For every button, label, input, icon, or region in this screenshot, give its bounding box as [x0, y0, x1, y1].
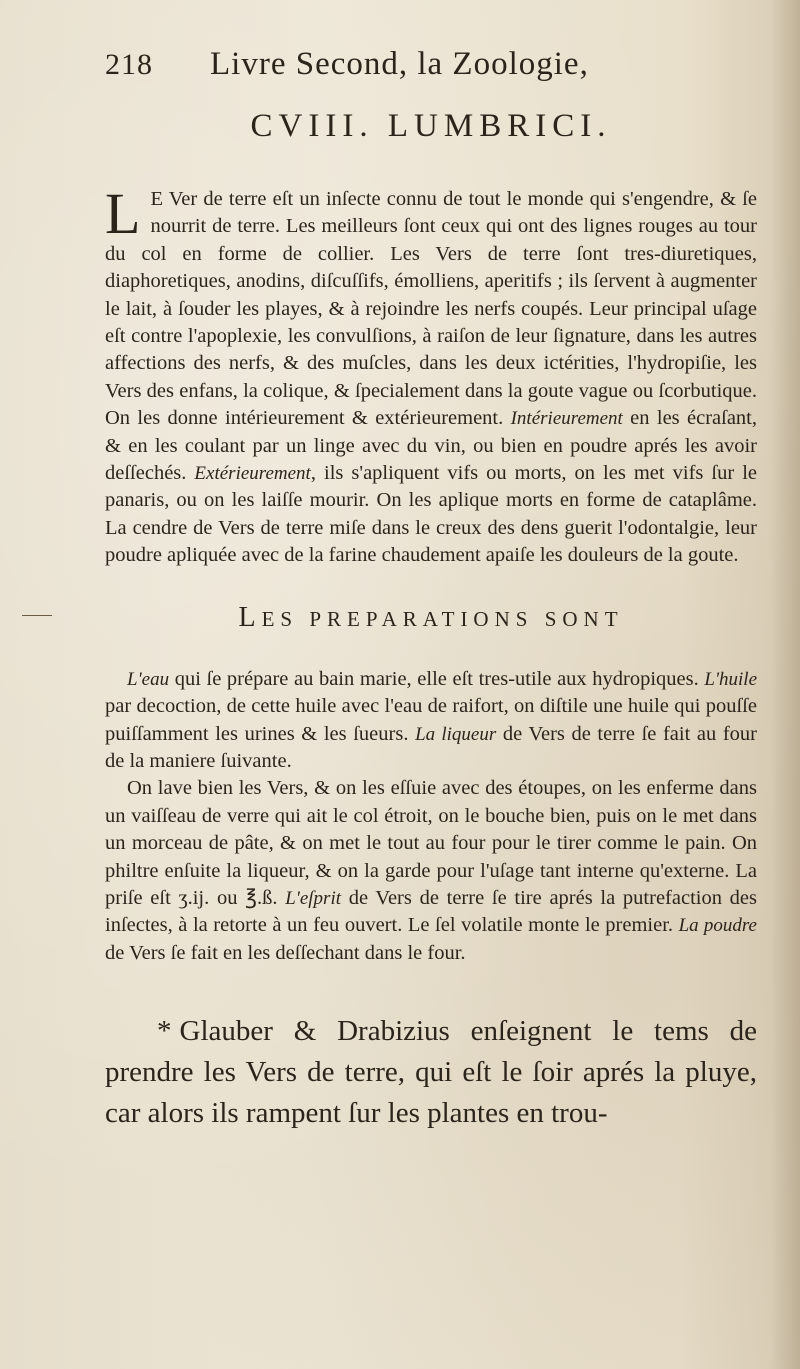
italic-term-esprit: L'eſprit — [285, 887, 342, 909]
italic-term-liqueur: La liqueur — [415, 723, 497, 745]
chapter-title: CVIII. LUMBRICI. — [250, 108, 612, 144]
italic-term-interieurement: Intérieurement — [510, 408, 623, 430]
margin-mark — [22, 615, 52, 616]
running-head — [105, 40, 757, 88]
main-paragraph-text: E Ver de terre eſt un inſecte connu de tout le monde qui s'engendre, & ſe nourrit de terre. Les meilleurs ſont ceux qui ont des lignes rouges au tour du col en forme de collier. Les Vers de terre ſont tres-diuretiques, diaphoretiques, anodins, diſcuſſifs, émolliens, aperitifs ; ils ſervent à augmenter le lait, à ſouder les playes, & à rejoindre les nerfs coupés. Leur principal uſage eſt contre l'apoplexie, les convulſions, à raiſon de leur ſignature, dans les autres affections des nerfs, & des muſcles, dans les deux ictérities, l'hydropiſie, les Vers des enfans, la colique, & ſpecialement dans la goute vague ou ſcorbutique. On les donne intérieurement & extérieurement. — [105, 188, 757, 430]
procedure-paragraph — [105, 775, 757, 967]
italic-term-exterieurement: Extérieurement — [194, 463, 311, 485]
running-title: Livre Second, la Zoologie, — [210, 46, 589, 82]
page-number: 218 — [105, 48, 153, 81]
italic-term-huile: L'huile — [704, 668, 758, 690]
main-paragraph-text-2: en les écraſant, & en les coulant par un linge avec du vin, ou bien en poudre aprés les avoir deſſechés. — [105, 407, 757, 485]
preparation-esprit-text: de Vers de terre ſe tire aprés la putrefaction des inſectes, à la retorte à un feu ouvert. Le ſel volatile monte le premier. — [105, 886, 757, 937]
main-paragraph-text-3: , ils s'apliquent vifs ou morts, on les met vifs ſur le panaris, ou on les laiſſe mourir. On les aplique morts en forme de cataplâme. La cendre de Vers de terre miſe dans le creux des dens guerit l'odontalgie, leur poudre apliquée avec de la farine chaudement apaiſe les douleurs de la goute. — [105, 462, 757, 567]
footnote-mark: * — [157, 1015, 172, 1048]
page-gutter-shadow — [770, 0, 800, 1369]
preparation-liqueur-text: de Vers de terre ſe fait au four de la maniere ſuivante. — [105, 722, 758, 772]
footnote — [105, 1011, 757, 1134]
main-paragraph — [105, 181, 757, 570]
section-heading-initial: L — [238, 601, 262, 633]
footnote-text: Glauber & Drabizius enſeignent le tems de prendre les Vers de terre, qui eſt le ſoir aprés la pluye, car alors ils rampent ſur les plantes en trou- — [105, 1015, 757, 1130]
drop-cap: L — [105, 181, 141, 246]
italic-term-poudre: La poudre — [678, 915, 757, 937]
preparations-paragraph — [105, 666, 757, 776]
section-heading-rest: ES PREPARATIONS SONT — [261, 606, 624, 631]
italic-term-eau: L'eau — [127, 668, 170, 690]
preparation-poudre-text: de Vers ſe fait en les deſſechant dans le four. — [105, 941, 466, 964]
procedure-text: On lave bien les Vers, & on les eſſuie avec des étoupes, on les enferme dans un vaiſſeau de verre qui ait le col étroit, on le bouche bien, puis on le met dans un morceau de pâte, & on met le tout au four pour le tirer comme le pain. On philtre enſuite la liqueur, & on la garde pour l'uſage tant interne qu'externe. La priſe eſt ʒ.ij. ou ℥.ß. — [105, 777, 757, 909]
page-content — [105, 40, 757, 1163]
section-heading — [105, 601, 757, 633]
preparation-eau-text: qui ſe prépare au bain marie, elle eſt tres-utile aux hydropiques. — [174, 667, 699, 690]
preparation-huile-text: par decoction, de cette huile avec l'eau de raifort, on diſtile une huile qui pouſſe puiſſamment les urines & les ſueurs. — [105, 695, 757, 745]
